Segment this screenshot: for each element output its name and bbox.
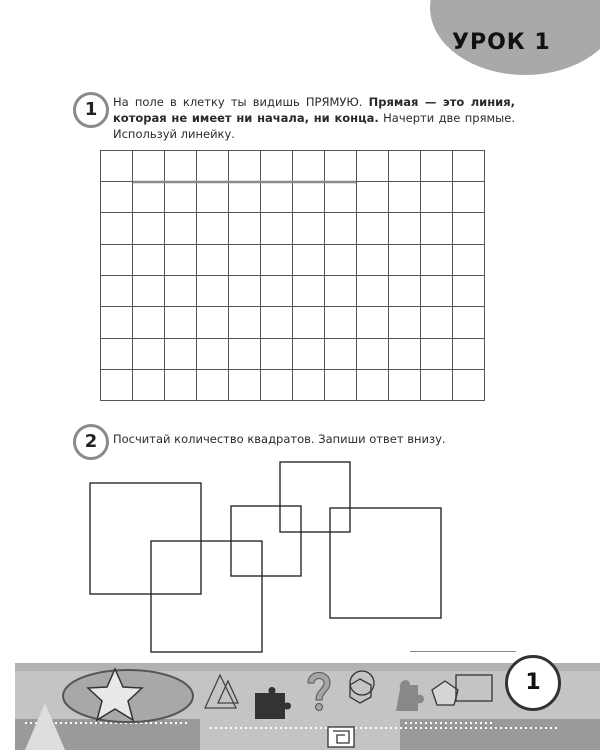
page-number: 1 — [505, 655, 561, 711]
task-1-text-start: На поле в клетку ты видишь ПРЯМУЮ. — [113, 95, 369, 109]
square-5 — [330, 508, 441, 618]
square-4 — [280, 462, 350, 532]
square-2 — [151, 541, 262, 652]
task-1-text — [113, 94, 515, 142]
square-grid[interactable] — [100, 150, 486, 402]
task-1-text-definition: Прямая — это линия, которая не имеет ни начала, ни конца. — [113, 95, 515, 125]
task-2-text: Посчитай количество квадратов. Запиши ответ внизу. — [113, 432, 446, 446]
answer-line[interactable] — [410, 651, 516, 652]
task-2-number: 2 — [73, 424, 109, 460]
task-1-text-end: Начерти две прямые. Используй линейку. — [113, 111, 515, 141]
square-1 — [90, 483, 201, 594]
task-1-number: 1 — [73, 92, 109, 128]
maze-icon — [328, 727, 354, 747]
lesson-title: УРОК 1 — [452, 30, 551, 55]
overlapping-squares-figure — [0, 455, 600, 660]
